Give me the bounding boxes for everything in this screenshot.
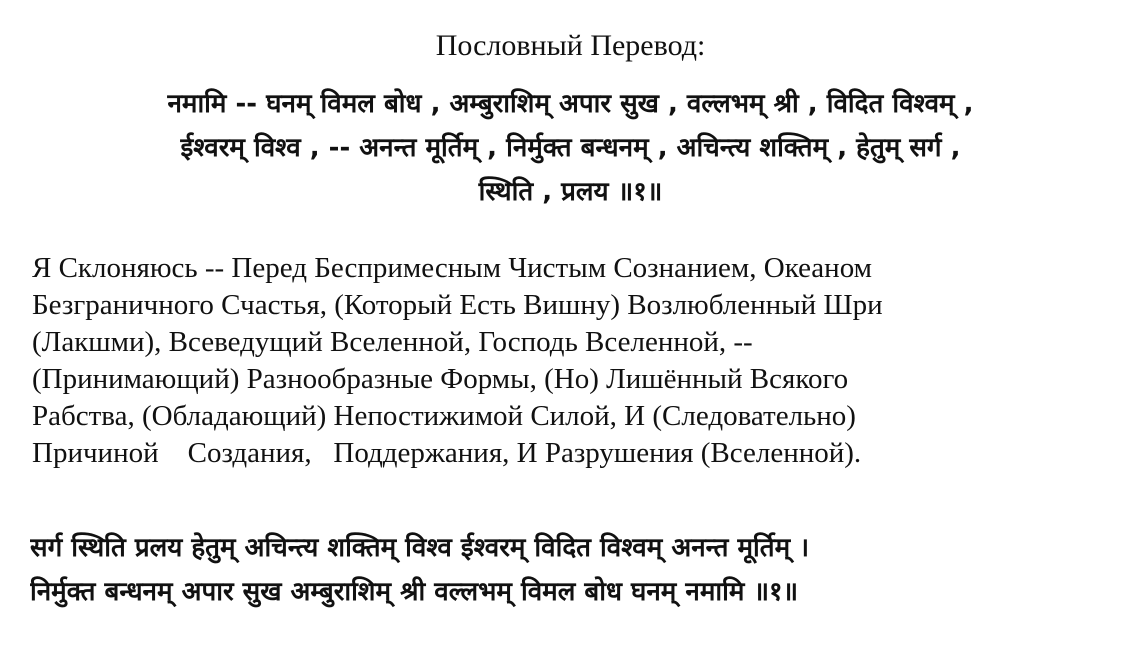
translation-line-4: (Принимающий) Разнообразные Формы, (Но) Лишённый Всякого — [32, 363, 849, 395]
verse-original-line-1: सर्ग स्थिति प्रलय हेतुम् अचिन्त्य शक्तिम् विश्व ईश्वरम् विदित विश्वम् अनन्त मूर्तिम् । — [30, 533, 810, 563]
translation-paragraph — [32, 250, 1132, 472]
verse-original-line-2: निर्मुक्त बन्धनम् अपार सुख अम्बुराशिम् श्री वल्लभम् विमल बोध घनम् नमामि ॥१॥ — [30, 577, 799, 607]
translation-line-1: Я Склоняюсь -- Перед Беспримесным Чистым Сознанием, Океаном — [32, 252, 872, 284]
verse-word-line-3: स्थिति , प्रलय ॥१॥ — [478, 177, 663, 207]
translation-line-5: Рабства, (Обладающий) Непостижимой Силой, И (Следовательно) — [32, 400, 856, 432]
verse-word-line-1: नमामि -- घनम् विमल बोध , अम्बुराशिम् अपार सुख , वल्लभम् श्री , विदित विश्वम् , — [167, 89, 974, 119]
page-title: Пословный Перевод: — [435, 29, 706, 62]
verse-original — [30, 526, 1130, 614]
translation-line-3: (Лакшми), Всеведущий Вселенной, Господь Вселенной, -- — [32, 326, 753, 358]
translation-line-2: Безграничного Счастья, (Который Есть Вишну) Возлюбленный Шри — [32, 289, 883, 321]
verse-word-line-2: ईश्वरम् विश्व , -- अनन्त मूर्तिम् , निर्मुक्त बन्धनम् , अचिन्त्य शक्तिम् , हेतुम् सर्ग , — [180, 133, 961, 163]
translation-line-6: Причиной Создания, Поддержания, И Разрушения (Вселенной). — [32, 437, 862, 469]
verse-word-by-word — [0, 82, 1141, 214]
